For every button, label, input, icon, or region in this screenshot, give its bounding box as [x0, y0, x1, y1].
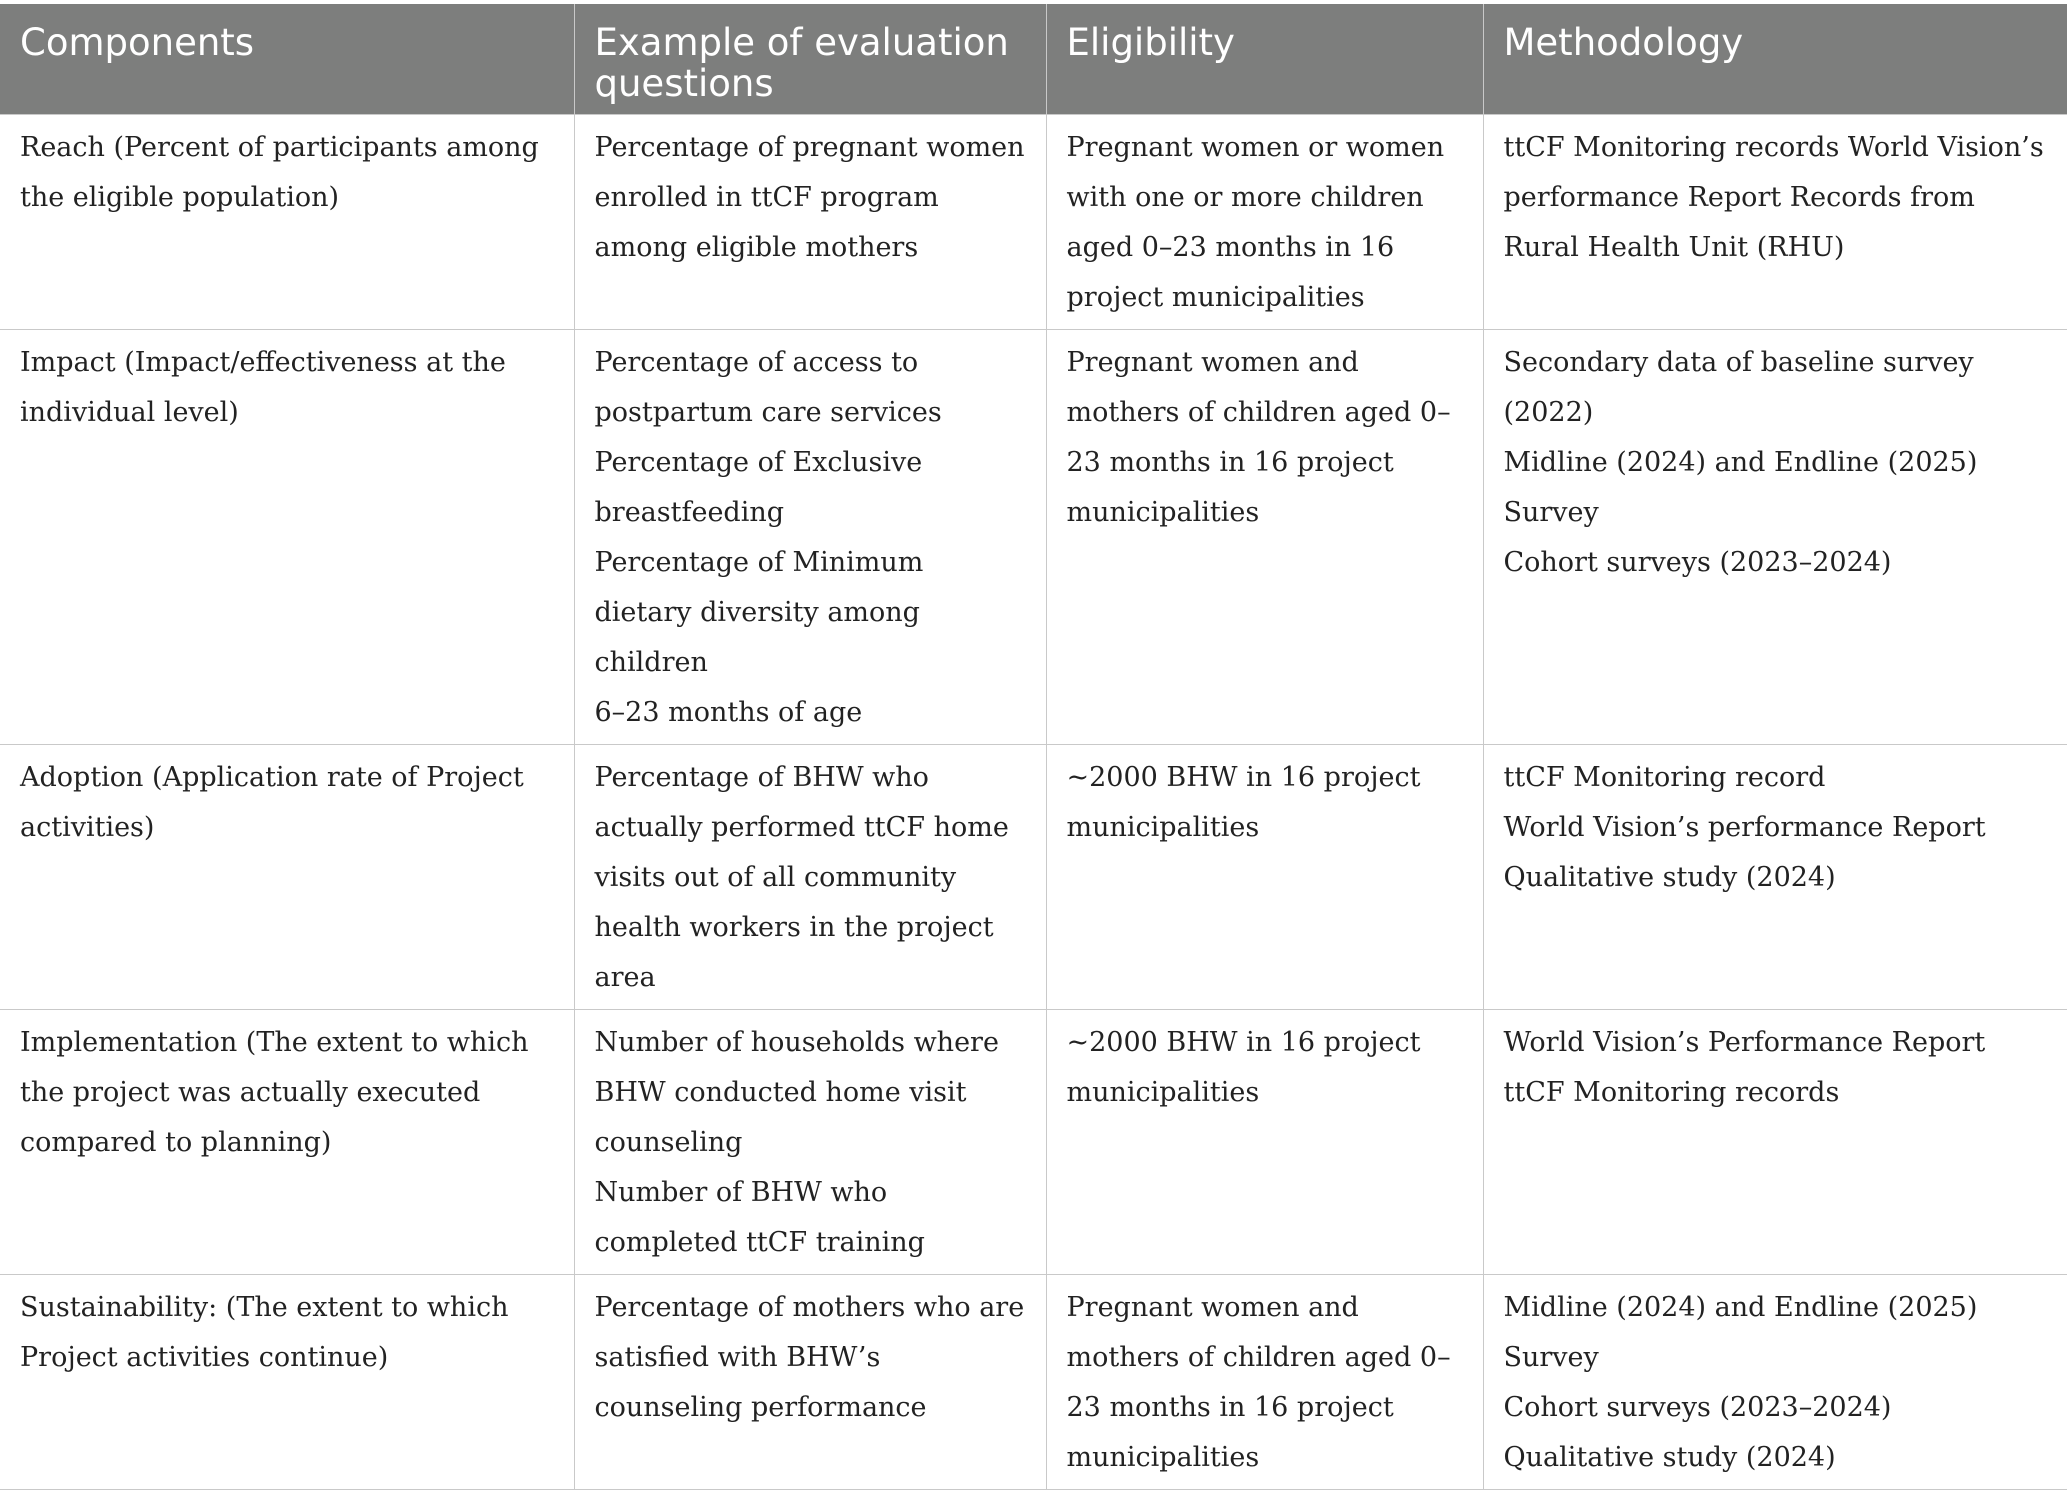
methodology-text: Midline (2024) and Endline (2025) Survey — [1503, 447, 1978, 528]
header-eligibility: Eligibility — [1046, 4, 1483, 115]
table-row — [0, 330, 2067, 745]
table-row — [0, 745, 2067, 1010]
methodology-text: Midline (2024) and Endline (2025) Survey — [1503, 1292, 1978, 1373]
eligibility-cell — [1046, 330, 1483, 745]
methodology-text: Secondary data of baseline survey (2022) — [1503, 347, 1974, 428]
methodology-cell — [1483, 745, 2067, 1010]
eligibility-text: ~2000 BHW in 16 project municipalities — [1066, 762, 1421, 843]
header-methodology: Methodology — [1483, 4, 2067, 115]
questions-cell — [574, 1275, 1046, 1490]
table-row — [0, 115, 2067, 330]
eligibility-cell — [1046, 1010, 1483, 1275]
evaluation-framework-table-container — [0, 4, 2067, 1490]
question-text: 6–23 months of age — [594, 697, 863, 728]
methodology-cell — [1483, 330, 2067, 745]
eligibility-text: ~2000 BHW in 16 project municipalities — [1066, 1027, 1421, 1108]
questions-cell — [574, 745, 1046, 1010]
evaluation-framework-table — [0, 4, 2067, 1490]
eligibility-cell — [1046, 745, 1483, 1010]
questions-cell — [574, 1010, 1046, 1275]
questions-cell — [574, 330, 1046, 745]
component-cell — [0, 1275, 574, 1490]
component-text: Reach (Percent of participants among the eligible population) — [20, 132, 539, 213]
eligibility-cell — [1046, 1275, 1483, 1490]
methodology-text: Cohort surveys (2023–2024) — [1503, 547, 1892, 578]
methodology-text: ttCF Monitoring records World Vision’s performance Report Records from Rural Health Unit (RHU) — [1503, 132, 2044, 263]
component-text: Impact (Impact/effectiveness at the individual level) — [20, 347, 506, 428]
methodology-text: Cohort surveys (2023–2024) — [1503, 1392, 1892, 1423]
methodology-text: Qualitative study (2024) — [1503, 862, 1836, 893]
table-header — [0, 4, 2067, 115]
eligibility-text: Pregnant women and mothers of children aged 0–23 months in 16 project municipalities — [1066, 347, 1451, 528]
methodology-cell — [1483, 1275, 2067, 1490]
question-text: Percentage of mothers who are satisfied with BHW’s counseling performance — [594, 1292, 1025, 1423]
question-text: Percentage of BHW who actually performed ttCF home visits out of all community health workers in the project area — [594, 762, 1009, 993]
table-body — [0, 115, 2067, 1490]
methodology-cell — [1483, 115, 2067, 330]
component-text: Sustainability: (The extent to which Project activities continue) — [20, 1292, 509, 1373]
table-row — [0, 1010, 2067, 1275]
header-components: Components — [0, 4, 574, 115]
component-cell — [0, 330, 574, 745]
eligibility-cell — [1046, 115, 1483, 330]
header-row — [0, 4, 2067, 115]
question-text: Number of households where BHW conducted home visit counseling — [594, 1027, 999, 1158]
eligibility-text: Pregnant women or women with one or more children aged 0–23 months in 16 project municipalities — [1066, 132, 1445, 313]
questions-cell — [574, 115, 1046, 330]
methodology-text: ttCF Monitoring records — [1503, 1077, 1840, 1108]
component-cell — [0, 115, 574, 330]
component-cell — [0, 1010, 574, 1275]
component-text: Adoption (Application rate of Project activities) — [20, 762, 524, 843]
methodology-text: ttCF Monitoring record — [1503, 762, 1826, 793]
header-evaluation-questions: Example of evaluation questions — [574, 4, 1046, 115]
question-text: Percentage of Exclusive breastfeeding — [594, 447, 923, 528]
methodology-text: World Vision’s performance Report — [1503, 812, 1986, 843]
question-text: Percentage of pregnant women enrolled in ttCF program among eligible mothers — [594, 132, 1025, 263]
eligibility-text: Pregnant women and mothers of children aged 0–23 months in 16 project municipalities — [1066, 1292, 1451, 1473]
methodology-text: World Vision’s Performance Report — [1503, 1027, 1986, 1058]
component-text: Implementation (The extent to which the project was actually executed compared to planning) — [20, 1027, 529, 1158]
question-text: Percentage of Minimum dietary diversity among children — [594, 547, 924, 678]
question-text: Percentage of access to postpartum care services — [594, 347, 942, 428]
methodology-text: Qualitative study (2024) — [1503, 1442, 1836, 1473]
methodology-cell — [1483, 1010, 2067, 1275]
question-text: Number of BHW who completed ttCF training — [594, 1177, 925, 1258]
table-row — [0, 1275, 2067, 1490]
component-cell — [0, 745, 574, 1010]
